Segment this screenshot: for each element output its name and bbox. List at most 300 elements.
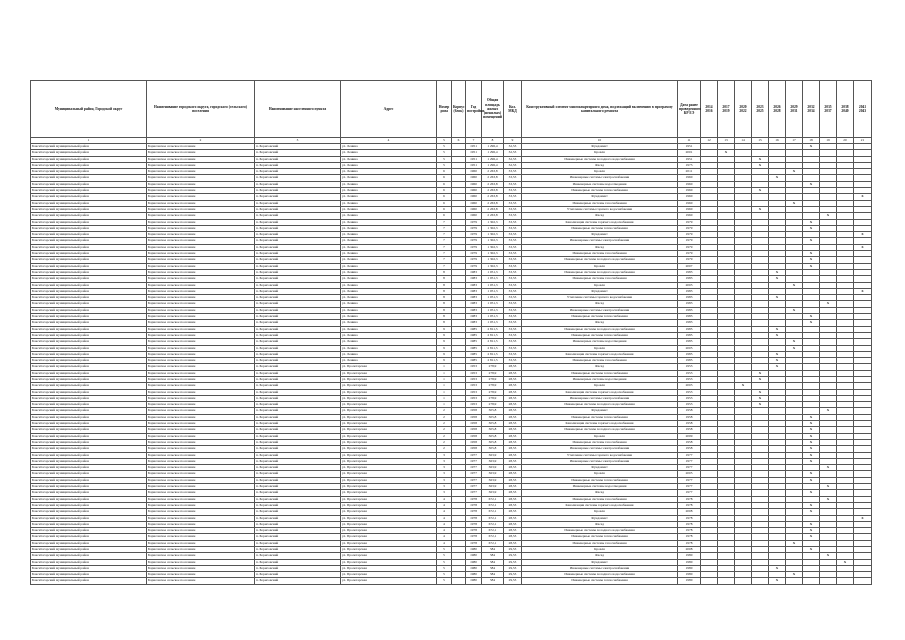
settlement-cell: Борисовское сельское поселение: [147, 540, 255, 546]
settlement-cell: Борисовское сельское поселение: [147, 553, 255, 559]
build-year-cell: 1960: [466, 188, 482, 194]
district-cell: Бокситогорский муниципальный район: [31, 572, 147, 578]
locality-cell: п. Борисовский: [255, 496, 341, 502]
previous-repair-cell: 2005: [678, 471, 701, 477]
period-cell-7: X: [803, 414, 820, 420]
column-header-15: 2023 2025: [752, 81, 769, 138]
address-cell: ул. Ленина: [341, 269, 437, 275]
address-cell: ул. Пролетарская: [341, 408, 437, 414]
element-cell: Канализация системы горячего водоснабжения: [522, 219, 678, 225]
build-year-cell: 1951: [466, 162, 482, 168]
address-cell: ул. Пролетарская: [341, 452, 437, 458]
settlement-cell: Борисовское сельское поселение: [147, 339, 255, 345]
settlement-cell: Борисовское сельское поселение: [147, 320, 255, 326]
area-cell: 363,9: [482, 490, 504, 496]
district-cell: Бокситогорский муниципальный район: [31, 540, 147, 546]
house-number-cell: 1: [437, 364, 452, 370]
element-cell: Фасад: [522, 162, 678, 168]
count-cell: 29,53: [504, 572, 522, 578]
count-cell: 28,53: [504, 427, 522, 433]
district-cell: Бокситогорский муниципальный район: [31, 175, 147, 181]
locality-cell: п. Борисовский: [255, 553, 341, 559]
district-cell: Бокситогорский муниципальный район: [31, 364, 147, 370]
district-cell: Бокситогорский муниципальный район: [31, 395, 147, 401]
district-cell: Бокситогорский муниципальный район: [31, 301, 147, 307]
area-cell: 1 051,3: [482, 314, 504, 320]
previous-repair-cell: 1977: [678, 458, 701, 464]
column-number-20: 20: [837, 138, 854, 144]
address-cell: ул. Ленина: [341, 232, 437, 238]
house-number-cell: 3: [437, 484, 452, 490]
house-number-cell: 3: [437, 458, 452, 464]
previous-repair-cell: 1953: [678, 364, 701, 370]
build-year-cell: 1953: [466, 402, 482, 408]
column-header-13: 2017 2019: [718, 81, 735, 138]
address-cell: ул. Пролетарская: [341, 376, 437, 382]
period-cell-4: X: [752, 389, 769, 395]
locality-cell: п. Борисовский: [255, 175, 341, 181]
previous-repair-cell: 1958: [678, 427, 701, 433]
area-cell: 2 263,8: [482, 213, 504, 219]
area-cell: 1 296,4: [482, 156, 504, 162]
build-year-cell: 1983: [466, 320, 482, 326]
address-cell: ул. Ленина: [341, 225, 437, 231]
build-year-cell: 1960: [466, 181, 482, 187]
previous-repair-cell: 1958: [678, 446, 701, 452]
column-number-3: 3: [255, 138, 341, 144]
settlement-cell: Борисовское сельское поселение: [147, 162, 255, 168]
house-number-cell: 1: [437, 376, 452, 382]
element-cell: Фундамент: [522, 288, 678, 294]
element-cell: Инженерные системы холодного водоснабжения: [522, 269, 678, 275]
house-number-cell: 6: [437, 206, 452, 212]
address-cell: ул. Ленина: [341, 351, 437, 357]
previous-repair-cell: 1953: [678, 395, 701, 401]
period-cell-8: [820, 578, 837, 584]
district-cell: Бокситогорский муниципальный район: [31, 521, 147, 527]
settlement-cell: Борисовское сельское поселение: [147, 477, 255, 483]
area-cell: 278,9: [482, 383, 504, 389]
area-cell: 584: [482, 547, 504, 553]
previous-repair-cell: 1953: [678, 376, 701, 382]
area-cell: 1 302,3: [482, 225, 504, 231]
house-number-cell: 7: [437, 225, 452, 231]
locality-cell: п. Борисовский: [255, 169, 341, 175]
count-cell: 33,53: [504, 169, 522, 175]
settlement-cell: Борисовское сельское поселение: [147, 389, 255, 395]
period-cell-4: X: [752, 162, 769, 168]
district-cell: Бокситогорский муниципальный район: [31, 515, 147, 521]
house-number-cell: 9: [437, 358, 452, 364]
element-cell: Кровля: [522, 282, 678, 288]
area-cell: 2 811,5: [482, 332, 504, 338]
locality-cell: п. Борисовский: [255, 439, 341, 445]
locality-cell: п. Борисовский: [255, 251, 341, 257]
period-cell-7: X: [803, 452, 820, 458]
build-year-cell: 1980: [466, 578, 482, 584]
column-header-19: 2035 2037: [820, 81, 837, 138]
count-cell: 33,53: [504, 358, 522, 364]
block-cell: [452, 578, 466, 584]
count-cell: 33,53: [504, 288, 522, 294]
area-cell: 278,9: [482, 395, 504, 401]
count-cell: 33,53: [504, 276, 522, 282]
build-year-cell: 1979: [466, 257, 482, 263]
build-year-cell: 1960: [466, 206, 482, 212]
build-year-cell: 1978: [466, 496, 482, 502]
column-number-18: 18: [803, 138, 820, 144]
district-cell: Бокситогорский муниципальный район: [31, 307, 147, 313]
house-number-cell: 7: [437, 257, 452, 263]
table-row: [31, 578, 872, 584]
build-year-cell: 1960: [466, 200, 482, 206]
count-cell: 33,53: [504, 282, 522, 288]
settlement-cell: Борисовское сельское поселение: [147, 521, 255, 527]
settlement-cell: Борисовское сельское поселение: [147, 515, 255, 521]
previous-repair-cell: 1978: [678, 496, 701, 502]
previous-repair-cell: 1978: [678, 528, 701, 534]
build-year-cell: 1953: [466, 376, 482, 382]
district-cell: Бокситогорский муниципальный район: [31, 200, 147, 206]
column-header-8: Общая площадь жилых (нежилых) помещений: [482, 81, 504, 138]
settlement-cell: Борисовское сельское поселение: [147, 502, 255, 508]
house-number-cell: 3: [437, 477, 452, 483]
build-year-cell: 1958: [466, 446, 482, 452]
period-cell-7: X: [803, 263, 820, 269]
house-number-cell: 2: [437, 433, 452, 439]
count-cell: 29,53: [504, 565, 522, 571]
element-cell: Утепление системы горячего водоснабжения: [522, 452, 678, 458]
build-year-cell: 1979: [466, 244, 482, 250]
period-cell-7: X: [803, 314, 820, 320]
period-cell-8: X: [820, 484, 837, 490]
house-number-cell: 8: [437, 307, 452, 313]
period-cell-7: X: [803, 502, 820, 508]
period-cell-6: X: [786, 307, 803, 313]
build-year-cell: 1979: [466, 263, 482, 269]
district-cell: Бокситогорский муниципальный район: [31, 427, 147, 433]
build-year-cell: 1983: [466, 314, 482, 320]
locality-cell: п. Борисовский: [255, 206, 341, 212]
build-year-cell: 1977: [466, 452, 482, 458]
element-cell: Инженерные системы электроснабжения: [522, 446, 678, 452]
address-cell: ул. Пролетарская: [341, 515, 437, 521]
locality-cell: п. Борисовский: [255, 244, 341, 250]
settlement-cell: Борисовское сельское поселение: [147, 269, 255, 275]
previous-repair-cell: 1983: [678, 320, 701, 326]
period-cell-5: X: [769, 175, 786, 181]
house-number-cell: 6: [437, 175, 452, 181]
house-number-cell: 1: [437, 370, 452, 376]
area-cell: 672,1: [482, 496, 504, 502]
build-year-cell: 1979: [466, 232, 482, 238]
element-cell: Инженерные системы теплоснабжения: [522, 534, 678, 540]
settlement-cell: Борисовское сельское поселение: [147, 427, 255, 433]
period-cell-8: X: [820, 301, 837, 307]
previous-repair-cell: 1978: [678, 534, 701, 540]
period-cell-5: X: [769, 269, 786, 275]
area-cell: 2 263,8: [482, 194, 504, 200]
count-cell: 28,53: [504, 376, 522, 382]
period-cell-7: X: [803, 427, 820, 433]
locality-cell: п. Борисовский: [255, 547, 341, 553]
area-cell: 305,8: [482, 439, 504, 445]
district-cell: Бокситогорский муниципальный район: [31, 528, 147, 534]
area-cell: 363,9: [482, 465, 504, 471]
house-number-cell: 8: [437, 295, 452, 301]
period-cell-7: X: [803, 219, 820, 225]
column-header-20: 2038 2040: [837, 81, 854, 138]
address-cell: ул. Ленина: [341, 144, 437, 150]
locality-cell: п. Борисовский: [255, 502, 341, 508]
period-cell-7: X: [803, 521, 820, 527]
column-number-19: 19: [820, 138, 837, 144]
previous-repair-cell: 1977: [678, 484, 701, 490]
house-number-cell: 1: [437, 383, 452, 389]
previous-repair-cell: 1960: [678, 175, 701, 181]
settlement-cell: Борисовское сельское поселение: [147, 295, 255, 301]
house-number-cell: 7: [437, 263, 452, 269]
settlement-cell: Борисовское сельское поселение: [147, 263, 255, 269]
district-cell: Бокситогорский муниципальный район: [31, 408, 147, 414]
build-year-cell: 1980: [466, 572, 482, 578]
build-year-cell: 1977: [466, 471, 482, 477]
previous-repair-cell: 1953: [678, 389, 701, 395]
settlement-cell: Борисовское сельское поселение: [147, 326, 255, 332]
address-cell: ул. Ленина: [341, 339, 437, 345]
district-cell: Бокситогорский муниципальный район: [31, 282, 147, 288]
element-cell: Инженерные системы газоснабжения: [522, 200, 678, 206]
settlement-cell: Борисовское сельское поселение: [147, 408, 255, 414]
district-cell: Бокситогорский муниципальный район: [31, 547, 147, 553]
settlement-cell: Борисовское сельское поселение: [147, 156, 255, 162]
address-cell: ул. Ленина: [341, 169, 437, 175]
locality-cell: п. Борисовский: [255, 200, 341, 206]
locality-cell: п. Борисовский: [255, 288, 341, 294]
column-number-21: 21: [854, 138, 872, 144]
column-header-21: 2041 2043: [854, 81, 872, 138]
area-cell: 278,9: [482, 376, 504, 382]
district-cell: Бокситогорский муниципальный район: [31, 446, 147, 452]
element-cell: Инженерные системы теплоснабжения: [522, 370, 678, 376]
area-cell: 278,9: [482, 364, 504, 370]
locality-cell: п. Борисовский: [255, 427, 341, 433]
period-cell-10: X: [854, 194, 872, 200]
build-year-cell: 1983: [466, 295, 482, 301]
period-cell-6: X: [786, 169, 803, 175]
address-cell: ул. Пролетарская: [341, 547, 437, 553]
locality-cell: п. Борисовский: [255, 534, 341, 540]
address-cell: ул. Пролетарская: [341, 528, 437, 534]
address-cell: ул. Пролетарская: [341, 553, 437, 559]
district-cell: Бокситогорский муниципальный район: [31, 439, 147, 445]
district-cell: Бокситогорский муниципальный район: [31, 509, 147, 515]
period-cell-10: X: [854, 244, 872, 250]
count-cell: 33,53: [504, 295, 522, 301]
column-header-7: Год постройки: [466, 81, 482, 138]
element-cell: Утепление системы горячего водоснабжения: [522, 295, 678, 301]
locality-cell: п. Борисовский: [255, 433, 341, 439]
element-cell: Кровля: [522, 471, 678, 477]
district-cell: Бокситогорский муниципальный район: [31, 370, 147, 376]
house-number-cell: 9: [437, 351, 452, 357]
column-number-5: 5: [437, 138, 452, 144]
element-cell: Инженерные системы водоотведения: [522, 484, 678, 490]
element-cell: Фасад: [522, 244, 678, 250]
count-cell: 28,53: [504, 395, 522, 401]
previous-repair-cell: 1979: [678, 257, 701, 263]
address-cell: ул. Пролетарская: [341, 402, 437, 408]
area-cell: 672,1: [482, 515, 504, 521]
count-cell: 28,53: [504, 515, 522, 521]
column-header-12: 2014 2016: [701, 81, 718, 138]
house-number-cell: 3: [437, 471, 452, 477]
count-cell: 33,53: [504, 225, 522, 231]
district-cell: Бокситогорский муниципальный район: [31, 276, 147, 282]
program-table-sheet: [30, 80, 870, 585]
district-cell: Бокситогорский муниципальный район: [31, 144, 147, 150]
column-header-3: Наименование населенного пункта: [255, 81, 341, 138]
settlement-cell: Борисовское сельское поселение: [147, 257, 255, 263]
period-cell-7: X: [803, 471, 820, 477]
element-cell: Инженерные системы газоснабжения: [522, 276, 678, 282]
locality-cell: п. Борисовский: [255, 156, 341, 162]
address-cell: ул. Пролетарская: [341, 521, 437, 527]
element-cell: Инженерные системы теплоснабжения: [522, 332, 678, 338]
area-cell: 278,9: [482, 402, 504, 408]
district-cell: Бокситогорский муниципальный район: [31, 314, 147, 320]
locality-cell: п. Борисовский: [255, 521, 341, 527]
element-cell: Кровля: [522, 169, 678, 175]
build-year-cell: 1958: [466, 433, 482, 439]
count-cell: 32,53: [504, 150, 522, 156]
address-cell: ул. Пролетарская: [341, 565, 437, 571]
area-cell: 584: [482, 553, 504, 559]
period-cell-10: [854, 578, 872, 584]
house-number-cell: 4: [437, 521, 452, 527]
element-cell: Кровля: [522, 433, 678, 439]
area-cell: 672,1: [482, 502, 504, 508]
count-cell: 28,53: [504, 534, 522, 540]
district-cell: Бокситогорский муниципальный район: [31, 458, 147, 464]
count-cell: 28,53: [504, 452, 522, 458]
settlement-cell: Борисовское сельское поселение: [147, 572, 255, 578]
address-cell: ул. Ленина: [341, 320, 437, 326]
locality-cell: п. Борисовский: [255, 370, 341, 376]
district-cell: Бокситогорский муниципальный район: [31, 502, 147, 508]
district-cell: Бокситогорский муниципальный район: [31, 188, 147, 194]
previous-repair-cell: 2008: [678, 547, 701, 553]
period-cell-6: [786, 578, 803, 584]
previous-repair-cell: 1958: [678, 421, 701, 427]
count-cell: 28,53: [504, 509, 522, 515]
column-header-17: 2029 2031: [786, 81, 803, 138]
count-cell: 33,53: [504, 332, 522, 338]
settlement-cell: Борисовское сельское поселение: [147, 206, 255, 212]
count-cell: 28,53: [504, 421, 522, 427]
address-cell: ул. Ленина: [341, 181, 437, 187]
count-cell: 33,53: [504, 351, 522, 357]
district-cell: Бокситогорский муниципальный район: [31, 181, 147, 187]
address-cell: ул. Пролетарская: [341, 540, 437, 546]
settlement-cell: Борисовское сельское поселение: [147, 364, 255, 370]
settlement-cell: Борисовское сельское поселение: [147, 496, 255, 502]
build-year-cell: 1983: [466, 301, 482, 307]
count-cell: 28,53: [504, 370, 522, 376]
address-cell: ул. Пролетарская: [341, 414, 437, 420]
previous-repair-cell: 1985: [678, 351, 701, 357]
table-body: [31, 144, 872, 585]
locality-cell: п. Борисовский: [255, 578, 341, 584]
previous-repair-cell: 1978: [678, 521, 701, 527]
settlement-cell: Борисовское сельское поселение: [147, 307, 255, 313]
house-number-cell: 9: [437, 332, 452, 338]
house-number-cell: 8: [437, 269, 452, 275]
settlement-cell: Борисовское сельское поселение: [147, 301, 255, 307]
previous-repair-cell: 1983: [678, 276, 701, 282]
column-number-15: 15: [752, 138, 769, 144]
district-cell: Бокситогорский муниципальный район: [31, 389, 147, 395]
element-cell: Инженерные системы холодного водоснабжения: [522, 427, 678, 433]
period-cell-7: X: [803, 547, 820, 553]
element-cell: Инженерные системы теплоснабжения: [522, 578, 678, 584]
count-cell: 28,53: [504, 389, 522, 395]
period-cell-6: X: [786, 540, 803, 546]
house-number-cell: 9: [437, 326, 452, 332]
area-cell: 363,9: [482, 458, 504, 464]
period-cell-6: X: [786, 345, 803, 351]
element-cell: Инженерные системы электроснабжения: [522, 395, 678, 401]
locality-cell: п. Борисовский: [255, 238, 341, 244]
area-cell: 2 811,5: [482, 351, 504, 357]
settlement-cell: Борисовское сельское поселение: [147, 238, 255, 244]
period-cell-4: X: [752, 402, 769, 408]
element-cell: Фасад: [522, 364, 678, 370]
element-cell: Фасад: [522, 301, 678, 307]
area-cell: 305,8: [482, 414, 504, 420]
element-cell: Фасад: [522, 320, 678, 326]
table-header: [31, 81, 872, 144]
address-cell: ул. Пролетарская: [341, 490, 437, 496]
house-number-cell: 1: [437, 395, 452, 401]
period-cell-8: X: [820, 553, 837, 559]
settlement-cell: Борисовское сельское поселение: [147, 188, 255, 194]
build-year-cell: 1953: [466, 364, 482, 370]
period-cell-5: X: [769, 276, 786, 282]
previous-repair-cell: 1978: [678, 540, 701, 546]
area-cell: 1 051,3: [482, 276, 504, 282]
locality-cell: п. Борисовский: [255, 540, 341, 546]
element-cell: Инженерные системы газоснабжения: [522, 496, 678, 502]
previous-repair-cell: 1979: [678, 225, 701, 231]
previous-repair-cell: 2005: [678, 345, 701, 351]
count-cell: 33,53: [504, 244, 522, 250]
build-year-cell: 1951: [466, 150, 482, 156]
address-cell: ул. Ленина: [341, 206, 437, 212]
district-cell: Бокситогорский муниципальный район: [31, 578, 147, 584]
address-cell: ул. Ленина: [341, 332, 437, 338]
settlement-cell: Борисовское сельское поселение: [147, 452, 255, 458]
locality-cell: п. Борисовский: [255, 332, 341, 338]
address-cell: ул. Ленина: [341, 156, 437, 162]
locality-cell: п. Борисовский: [255, 181, 341, 187]
count-cell: 28,53: [504, 414, 522, 420]
area-cell: 1 051,3: [482, 295, 504, 301]
locality-cell: п. Борисовский: [255, 320, 341, 326]
previous-repair-cell: 2001: [678, 150, 701, 156]
locality-cell: п. Борисовский: [255, 358, 341, 364]
area-cell: 363,9: [482, 484, 504, 490]
